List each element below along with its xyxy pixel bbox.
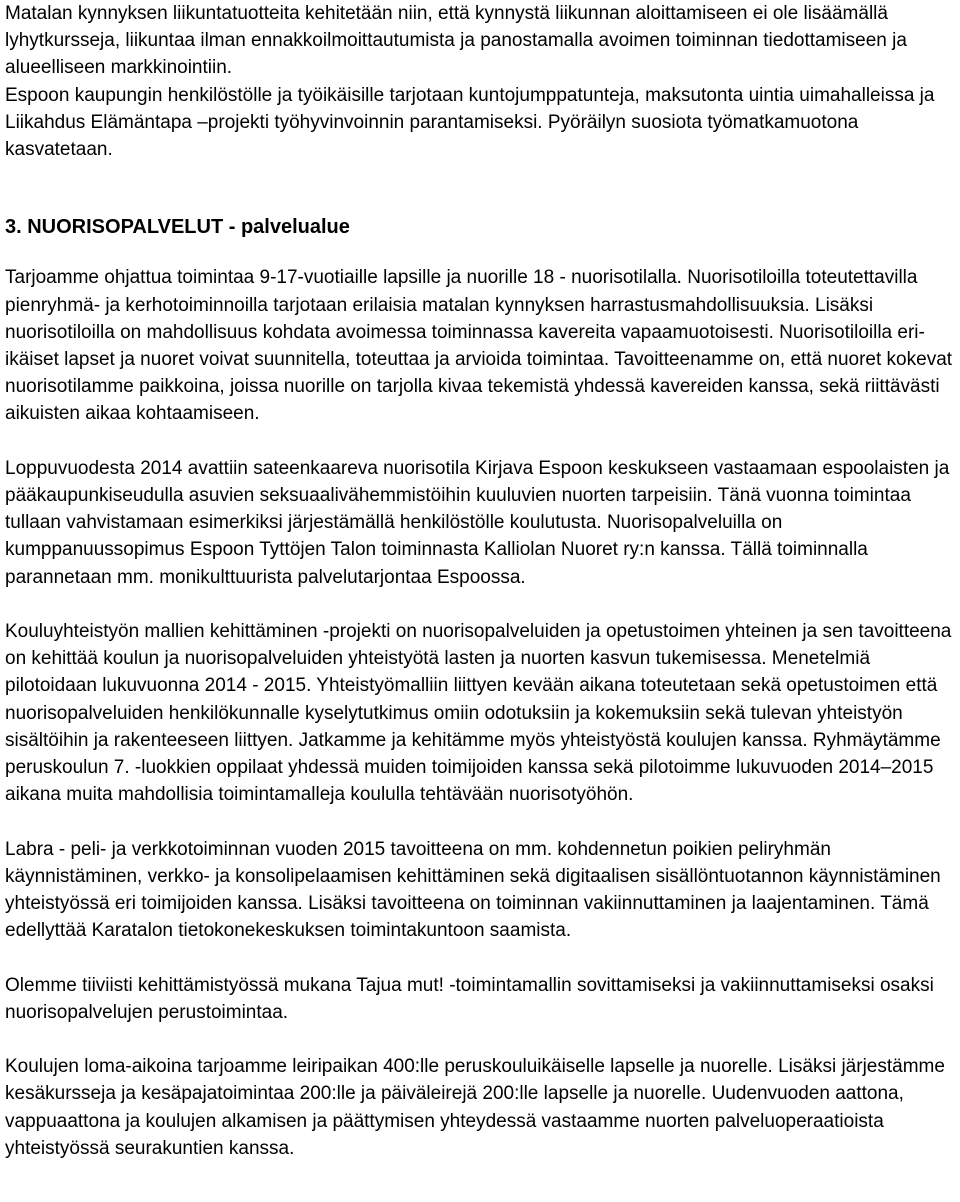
intro-paragraph-1: Matalan kynnyksen liikuntatuotteita kehitetään niin, että kynnystä liikunnan aloittamiseen ei ole lisäämällä lyhytkursseja, liikuntaa ilman ennakkoilmoittautumista ja panostamalla avoimen toiminnan tiedottamiseen ja alueelliseen markkinointiin.	[5, 3, 907, 79]
section-paragraph-2: Loppuvuodesta 2014 avattiin sateenkaareva nuorisotila Kirjava Espoon keskukseen vastaamaan espoolaisten ja pääkaupunkiseudulla asuvien seksuaalivähemmistöihin kuuluvien nuorten tarpeisiin. Tänä vuonna toimintaa tullaan vahvistamaan esimerkiksi järjestämällä henkilöstölle koulutusta. Nuorisopalveluilla on kumppanuussopimus Espoon Tyttöjen Talon toiminnasta Kalliolan Nuoret ry:n kanssa. Tällä toiminnalla parannetaan mm. monikulttuurista palvelutarjontaa Espoossa.	[5, 457, 950, 588]
document-page	[5, 0, 955, 1162]
section-paragraph-1: Tarjoamme ohjattua toimintaa 9-17-vuotiaille lapsille ja nuorille 18 - nuorisotilalla. Nuorisotiloilla toteutettavilla pienryhmä- ja kerhotoiminnoilla tarjotaan erilaisia matalan kynnyksen harrastusmahdollisuuksia. Lisäksi nuorisotiloilla on mahdollisuus kohdata avoimessa toiminnassa kavereita vapaamuotoisesti. Nuorisotiloilla eri-ikäiset lapset ja nuoret voivat suunnitella, toteuttaa ja arvioida toimintaa. Tavoitteenamme on, että nuoret kokevat nuorisotilamme paikkoina, joissa nuorille on tarjolla kivaa tekemistä yhdessä kavereiden kanssa, sekä riittävästi aikuisten aikaa kohtaamiseen.	[5, 267, 953, 425]
section-heading: 3. NUORISOPALVELUT - palvelualue	[5, 216, 350, 239]
section-paragraph-6: Koulujen loma-aikoina tarjoamme leiripaikan 400:lle peruskouluikäiselle lapselle ja nuorelle. Lisäksi järjestämme kesäkursseja ja kesäpajatoimintaa 200:lle ja päiväleirejä 200:lle lapselle ja nuorelle. Uudenvuoden aattona, vappuaattona ja koulujen alkamisen ja päättymisen yhteydessä vastaamme nuorten palveluoperaatioista yhteistyössä seurakuntien kanssa.	[5, 1056, 945, 1159]
section-paragraph-4: Labra - peli- ja verkkotoiminnan vuoden 2015 tavoitteena on mm. kohdennetun poikien peliryhmän käynnistäminen, verkko- ja konsolipelaamisen kehittäminen sekä digitaalisen sisällöntuotannon käynnistäminen yhteistyössä eri toimijoiden kanssa. Lisäksi tavoitteena on toiminnan vakiinnuttaminen ja laajentaminen. Tämä edellyttää Karatalon tietokonekeskuksen toimintakuntoon saamista.	[5, 838, 941, 942]
section-paragraph-3: Kouluyhteistyön mallien kehittäminen -projekti on nuorisopalveluiden ja opetustoimen yhteinen ja sen tavoitteena on kehittää koulun ja nuorisopalveluiden yhteistyötä lasten ja nuorten kasvun tukemisessa. Menetelmiä pilotoidaan lukuvuonna 2014 - 2015. Yhteistyömalliin liittyen kevään aikana toteutetaan sekä opetustoimen että nuorisopalveluiden henkilökunnalle kyselytutkimus omiin odotuksiin ja kokemuksiin sekä tulevan yhteistyön sisältöihin ja rakenteeseen liittyen. Jatkamme ja kehitämme myös yhteistyöstä koulujen kanssa. Ryhmäytämme peruskoulun 7. -luokkien oppilaat yhdessä muiden toimijoiden kanssa sekä pilotoimme lukuvuoden 2014–2015 aikana muita mahdollisia toimintamalleja koululla tehtävään nuorisotyöhön.	[5, 621, 952, 806]
intro-paragraph-2: Espoon kaupungin henkilöstölle ja työikäisille tarjotaan kuntojumppatunteja, maksutonta uintia uimahalleissa ja Liikahdus Elämäntapa –projekti työhyvinvoinnin parantamiseksi. Pyöräilyn suosiota työmatkamuotona kasvatetaan.	[5, 84, 935, 161]
section-paragraph-5: Olemme tiiviisti kehittämistyössä mukana Tajua mut! -toimintamallin sovittamiseksi ja vakiinnuttamiseksi osaksi nuorisopalvelujen perustoimintaa.	[5, 974, 934, 1023]
